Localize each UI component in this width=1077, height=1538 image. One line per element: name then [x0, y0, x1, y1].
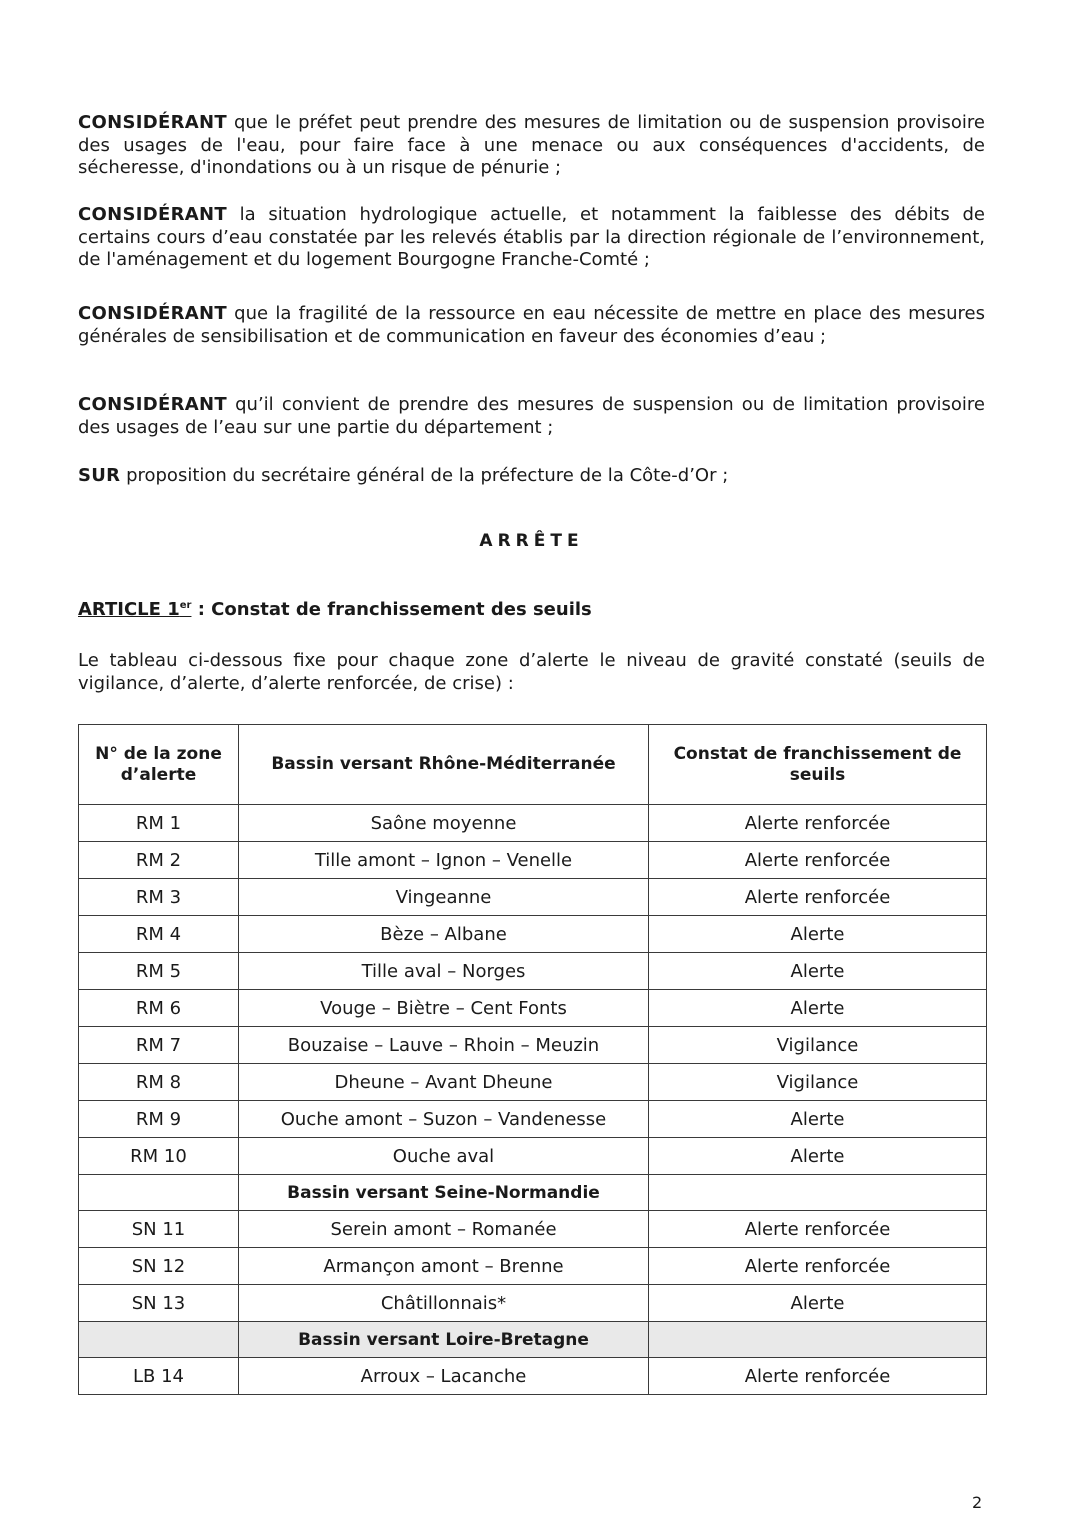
section-empty-cell [79, 1175, 239, 1211]
keyword: CONSIDÉRANT [78, 394, 227, 415]
arrete-heading: ARRÊTE [479, 531, 584, 551]
table-row [79, 805, 987, 842]
constat-cell: Alerte renforcée [649, 879, 987, 916]
header-zone: N° de la zone d’alerte [79, 725, 239, 805]
paragraph-text: qu’il convient de prendre des mesures de suspension ou de limitation provisoire des usages de l’eau sur une partie du département ; [78, 394, 985, 438]
keyword: CONSIDÉRANT [78, 204, 227, 225]
constat-cell: Alerte [649, 1101, 987, 1138]
paragraph-text: proposition du secrétaire général de la préfecture de la Côte-d’Or ; [120, 465, 729, 486]
zone-cell: SN 13 [79, 1285, 239, 1322]
bassin-cell: Ouche aval [239, 1138, 649, 1175]
table-body [79, 805, 987, 1395]
bassin-cell: Ouche amont – Suzon – Vandenesse [239, 1101, 649, 1138]
zone-cell: RM 3 [79, 879, 239, 916]
section-empty-cell [649, 1322, 987, 1358]
keyword: SUR [78, 465, 121, 486]
bassin-cell: Tille amont – Ignon – Venelle [239, 842, 649, 879]
constat-cell: Vigilance [649, 1027, 987, 1064]
bassin-cell: Dheune – Avant Dheune [239, 1064, 649, 1101]
page-number: 2 [972, 1493, 983, 1512]
zone-cell: RM 10 [79, 1138, 239, 1175]
considerant-1 [78, 112, 985, 180]
zone-cell: RM 8 [79, 1064, 239, 1101]
constat-cell: Alerte renforcée [649, 842, 987, 879]
considerant-4 [78, 394, 985, 439]
section-title-cell: Bassin versant Loire-Bretagne [239, 1322, 649, 1358]
table-header-row [79, 725, 987, 805]
header-constat: Constat de franchissement de seuils [649, 725, 987, 805]
table-row [79, 1211, 987, 1248]
section-row [79, 1322, 987, 1358]
table-row [79, 1138, 987, 1175]
bassin-cell: Bèze – Albane [239, 916, 649, 953]
bassin-cell: Serein amont – Romanée [239, 1211, 649, 1248]
bassin-cell: Saône moyenne [239, 805, 649, 842]
table-row [79, 842, 987, 879]
bassin-cell: Armançon amont – Brenne [239, 1248, 649, 1285]
considerant-3 [78, 303, 985, 348]
zone-cell: LB 14 [79, 1358, 239, 1395]
keyword: CONSIDÉRANT [78, 112, 227, 133]
table-row [79, 1285, 987, 1322]
keyword: CONSIDÉRANT [78, 303, 227, 324]
table-row [79, 1358, 987, 1395]
sur-proposition [78, 465, 985, 488]
thresholds-table [78, 724, 987, 1395]
bassin-cell: Vouge – Biètre – Cent Fonts [239, 990, 649, 1027]
paragraph-text: que le préfet peut prendre des mesures de limitation ou de suspension provisoire des usages de l'eau, pour faire face à une menace ou aux conséquences d'accidents, de sécheresse, d'inondations ou à un risque de pénurie ; [78, 112, 985, 178]
paragraph-text: la situation hydrologique actuelle, et notamment la faiblesse des débits de certains cours d’eau constatée par les relevés établis par la direction régionale de l’environnement, de l'aménagement et du logement Bourgogne Franche-Comté ; [78, 204, 985, 270]
constat-cell: Vigilance [649, 1064, 987, 1101]
table-row [79, 953, 987, 990]
bassin-cell: Arroux – Lacanche [239, 1358, 649, 1395]
table-row [79, 1027, 987, 1064]
bassin-cell: Châtillonnais* [239, 1285, 649, 1322]
zone-cell: RM 1 [79, 805, 239, 842]
zone-cell: RM 4 [79, 916, 239, 953]
constat-cell: Alerte renforcée [649, 805, 987, 842]
article-label: ARTICLE 1er [78, 599, 192, 620]
constat-cell: Alerte [649, 1138, 987, 1175]
constat-cell: Alerte renforcée [649, 1248, 987, 1285]
section-empty-cell [79, 1322, 239, 1358]
zone-cell: RM 7 [79, 1027, 239, 1064]
zone-cell: RM 6 [79, 990, 239, 1027]
bassin-cell: Bouzaise – Lauve – Rhoin – Meuzin [239, 1027, 649, 1064]
article-heading: : Constat de franchissement des seuils [191, 599, 592, 620]
table-row [79, 1248, 987, 1285]
zone-cell: RM 5 [79, 953, 239, 990]
paragraph-text: que la fragilité de la ressource en eau nécessite de mettre en place des mesures générales de sensibilisation et de communication en faveur des économies d’eau ; [78, 303, 985, 347]
constat-cell: Alerte [649, 916, 987, 953]
zone-cell: RM 2 [79, 842, 239, 879]
zone-cell: RM 9 [79, 1101, 239, 1138]
considerant-2 [78, 204, 985, 272]
constat-cell: Alerte [649, 990, 987, 1027]
bassin-cell: Vingeanne [239, 879, 649, 916]
constat-cell: Alerte [649, 953, 987, 990]
table-row [79, 879, 987, 916]
table-row [79, 916, 987, 953]
constat-cell: Alerte renforcée [649, 1211, 987, 1248]
table-row [79, 1064, 987, 1101]
zone-cell: SN 12 [79, 1248, 239, 1285]
section-empty-cell [649, 1175, 987, 1211]
constat-cell: Alerte renforcée [649, 1358, 987, 1395]
article-intro: Le tableau ci-dessous fixe pour chaque zone d’alerte le niveau de gravité constaté (seuils de vigilance, d’alerte, d’alerte renforcée, de crise) : [78, 650, 985, 694]
article-1-title [78, 599, 592, 620]
bassin-cell: Tille aval – Norges [239, 953, 649, 990]
constat-cell: Alerte [649, 1285, 987, 1322]
section-row [79, 1175, 987, 1211]
zone-cell: SN 11 [79, 1211, 239, 1248]
table-row [79, 1101, 987, 1138]
table-row [79, 990, 987, 1027]
section-title-cell: Bassin versant Seine-Normandie [239, 1175, 649, 1211]
header-bassin: Bassin versant Rhône-Méditerranée [239, 725, 649, 805]
